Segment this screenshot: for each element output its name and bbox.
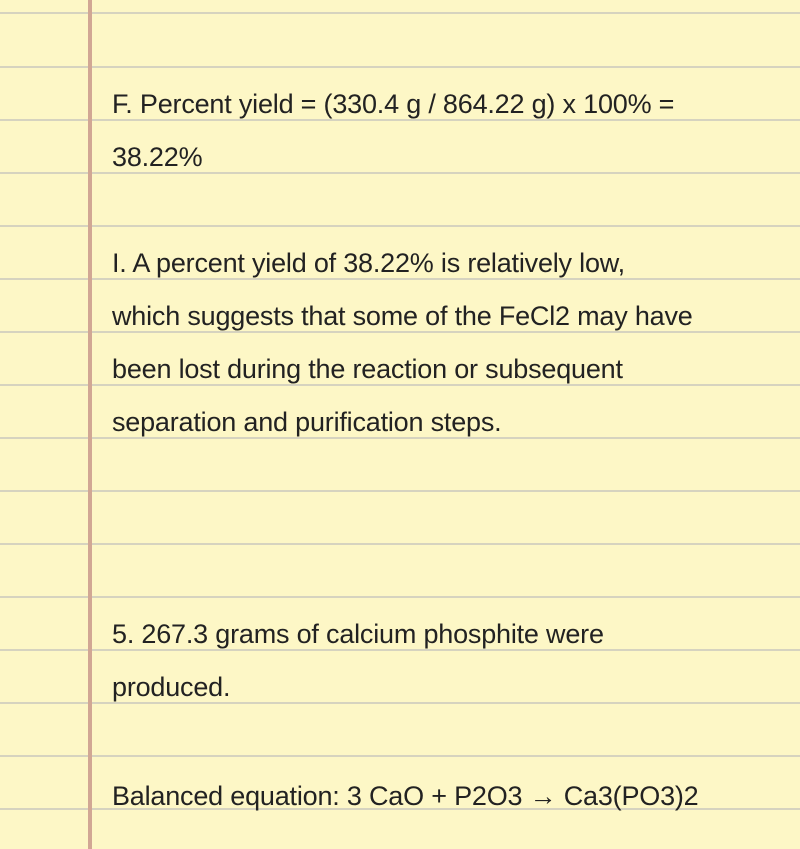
note-line: which suggests that some of the FeCl2 may have <box>112 301 693 331</box>
note-line: Balanced equation: 3 CaO + P2O3 → Ca3(PO3)2 <box>112 781 699 811</box>
note-line: I. A percent yield of 38.22% is relatively low, <box>112 248 625 278</box>
interpretation-note <box>112 237 794 449</box>
percent-yield-note <box>112 78 794 184</box>
note-line: been lost during the reaction or subsequent <box>112 354 623 384</box>
note-line: F. Percent yield = (330.4 g / 864.22 g) x 100% = <box>112 89 675 119</box>
note-line: produced. <box>112 672 231 702</box>
note-line: 5. 267.3 grams of calcium phosphite were <box>112 619 604 649</box>
note-line: 38.22% <box>112 142 203 172</box>
margin-line <box>88 0 92 849</box>
question-5-note <box>112 608 794 714</box>
balanced-equation-note <box>112 770 794 823</box>
note-line: separation and purification steps. <box>112 407 502 437</box>
